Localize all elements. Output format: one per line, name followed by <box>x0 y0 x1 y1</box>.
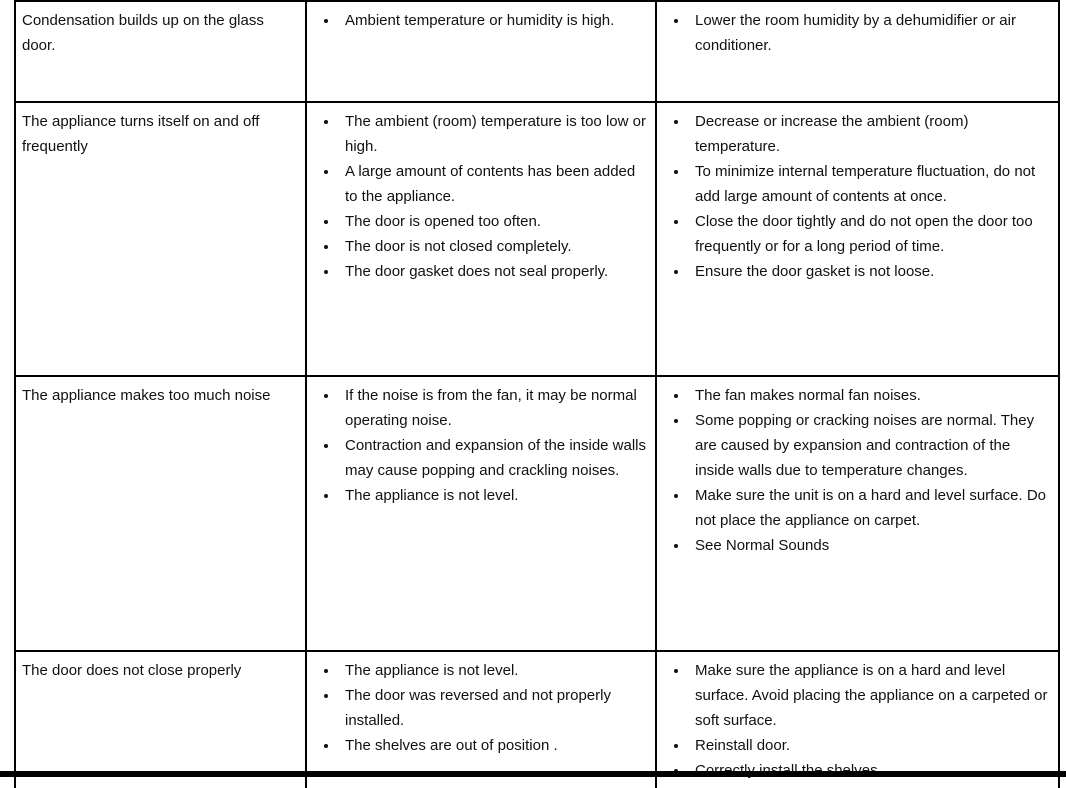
solution-item: • See Normal Sounds <box>689 533 1050 558</box>
causes-cell <box>306 102 656 376</box>
causes-list <box>313 8 647 33</box>
causes-cell <box>306 651 656 788</box>
solution-item: • Make sure the appliance is on a hard and level surface. Avoid placing the appliance on a carpeted or soft surface. <box>689 658 1050 733</box>
solutions-list <box>663 383 1050 558</box>
causes-list <box>313 109 647 284</box>
solutions-list <box>663 109 1050 284</box>
cause-item: • The shelves are out of position . <box>339 733 647 758</box>
solution-item: • Reinstall door. <box>689 733 1050 758</box>
causes-cell <box>306 1 656 102</box>
solutions-cell <box>656 102 1059 376</box>
table-row <box>15 1 1059 102</box>
solutions-list <box>663 8 1050 58</box>
causes-list <box>313 383 647 508</box>
solution-item: • Close the door tightly and do not open the door too frequently or for a long period of time. <box>689 209 1050 259</box>
cause-item: • The door is not closed completely. <box>339 234 647 259</box>
solutions-cell <box>656 376 1059 651</box>
table-row <box>15 376 1059 651</box>
problem-text: Condensation builds up on the glass door. <box>22 12 264 54</box>
cause-item: • Contraction and expansion of the inside walls may cause popping and crackling noises. <box>339 433 647 483</box>
causes-list <box>313 658 647 758</box>
solution-item: • Ensure the door gasket is not loose. <box>689 259 1050 284</box>
solution-item: • Make sure the unit is on a hard and level surface. Do not place the appliance on carpet. <box>689 483 1050 533</box>
cause-item: • The appliance is not level. <box>339 658 647 683</box>
table-row <box>15 102 1059 376</box>
troubleshooting-table <box>14 0 1060 788</box>
solution-item: • Decrease or increase the ambient (room) temperature. <box>689 109 1050 159</box>
problem-cell <box>15 1 306 102</box>
cause-item: • The door was reversed and not properly installed. <box>339 683 647 733</box>
solution-item: • Lower the room humidity by a dehumidifier or air conditioner. <box>689 8 1050 58</box>
cause-item: • Ambient temperature or humidity is high. <box>339 8 647 33</box>
cause-item: • If the noise is from the fan, it may be normal operating noise. <box>339 383 647 433</box>
solution-item: • Some popping or cracking noises are normal. They are caused by expansion and contraction of the inside walls due to temperature changes. <box>689 408 1050 483</box>
cause-item: • The ambient (room) temperature is too low or high. <box>339 109 647 159</box>
solution-item: • The fan makes normal fan noises. <box>689 383 1050 408</box>
cause-item: • The door is opened too often. <box>339 209 647 234</box>
cause-item: • The door gasket does not seal properly. <box>339 259 647 284</box>
problem-cell <box>15 102 306 376</box>
problem-text: The appliance makes too much noise <box>22 387 271 404</box>
problem-text: The appliance turns itself on and off frequently <box>22 113 260 155</box>
causes-cell <box>306 376 656 651</box>
table-row <box>15 651 1059 788</box>
page-bottom-rule <box>0 771 1066 777</box>
cause-item: • A large amount of contents has been added to the appliance. <box>339 159 647 209</box>
problem-cell <box>15 376 306 651</box>
solution-item: • To minimize internal temperature fluctuation, do not add large amount of contents at once. <box>689 159 1050 209</box>
cause-item: • The appliance is not level. <box>339 483 647 508</box>
solutions-cell <box>656 1 1059 102</box>
solutions-cell <box>656 651 1059 788</box>
solutions-list <box>663 658 1050 783</box>
problem-cell <box>15 651 306 788</box>
problem-text: The door does not close properly <box>22 662 242 679</box>
